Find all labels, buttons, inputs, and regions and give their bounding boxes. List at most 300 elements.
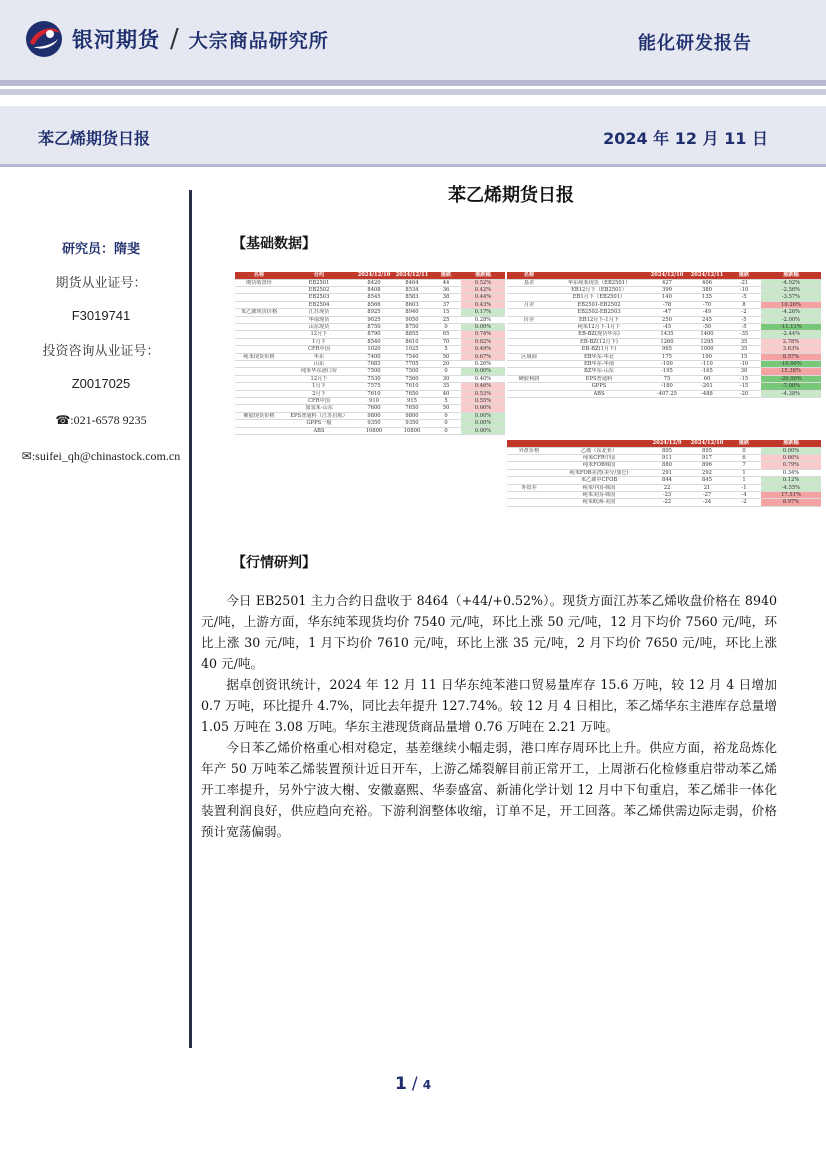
page-separator: / — [411, 1074, 418, 1094]
table-cell: EB-BZ(12月下) — [551, 338, 647, 345]
table-cell — [507, 390, 551, 397]
table-cell — [507, 469, 551, 476]
table-cell — [235, 398, 283, 405]
table-header-cell: 2024/12/9 — [647, 440, 687, 447]
table-cell: 8545 — [355, 294, 393, 301]
table-cell: -24 — [687, 499, 727, 506]
table-cell: 8.57% — [761, 353, 821, 360]
table-cell: 8540 — [355, 338, 393, 345]
table-cell — [235, 427, 283, 434]
table-header-cell: 涨跌 — [431, 272, 461, 279]
table-cell — [235, 323, 283, 330]
table-cell: -488 — [687, 390, 727, 397]
table-row — [235, 375, 505, 382]
table-row — [507, 484, 821, 491]
analysis-text — [201, 590, 777, 842]
table-cell — [235, 360, 283, 367]
table-cell: EB2501 — [283, 279, 355, 286]
table-cell: 7650 — [393, 390, 431, 397]
table-cell: 10800 — [393, 427, 431, 434]
spread-table — [507, 272, 821, 398]
table-cell: 7 — [727, 462, 761, 469]
table-cell: 190 — [687, 353, 727, 360]
table-cell: 0.74% — [461, 331, 505, 338]
advisory-label: 投资咨询从业证号： — [42, 344, 160, 359]
table-cell — [507, 491, 551, 498]
table-cell: -100 — [647, 360, 687, 367]
table-cell: -10.00% — [761, 360, 821, 367]
table-cell: -110 — [687, 360, 727, 367]
table-cell: 0.40% — [461, 375, 505, 382]
table-cell: 2月下 — [283, 390, 355, 397]
title-underline — [0, 164, 826, 167]
table-cell: 纯苯华东港口价 — [283, 368, 355, 375]
table-cell: -5 — [727, 316, 761, 323]
table-cell: 外盘价格 — [507, 447, 551, 454]
table-cell: EB华东-华北 — [551, 353, 647, 360]
table-cell: 华南现货 — [283, 316, 355, 323]
table-cell: 1000 — [687, 346, 727, 353]
table-row — [507, 316, 821, 323]
table-row — [235, 331, 505, 338]
table-cell: -11.11% — [761, 323, 821, 330]
table-cell: -45 — [647, 323, 687, 330]
license-number: F3019741 — [71, 308, 131, 323]
table-header-cell: 合约 — [283, 272, 355, 279]
phone-number: ☎:021-6578 9235 — [55, 413, 147, 427]
table-cell: 0 — [431, 412, 461, 419]
table-cell: 7560 — [393, 375, 431, 382]
table-cell: -2.56% — [761, 286, 821, 293]
table-cell: 8408 — [355, 286, 393, 293]
table-cell: 35 — [431, 383, 461, 390]
table-cell: 917 — [687, 454, 727, 461]
table-cell: 1020 — [355, 346, 393, 353]
report-type: 能化研发报告 — [638, 33, 752, 54]
table-cell: 50 — [431, 353, 461, 360]
table-row — [235, 360, 505, 367]
table-cell: 8583 — [393, 294, 431, 301]
table-cell: 0 — [431, 323, 461, 330]
table-cell: 7650 — [393, 405, 431, 412]
table-cell: 价差 — [507, 316, 551, 323]
table-cell: -165 — [687, 368, 727, 375]
futures-spot-table — [235, 272, 505, 435]
researcher-name: 研究员：隋斐 — [61, 242, 140, 257]
table-cell: 硬胶现货价格 — [235, 412, 283, 419]
report-title: 苯乙烯期货日报 — [38, 129, 151, 148]
table-cell: 期货收盘价 — [235, 279, 283, 286]
table-cell: -15 — [727, 383, 761, 390]
table-row — [507, 491, 821, 498]
table-row — [507, 353, 821, 360]
table-row — [235, 390, 505, 397]
table-cell: -20 — [727, 390, 761, 397]
table-cell: -2.00% — [761, 316, 821, 323]
brand-name: 银河期货 — [72, 28, 160, 52]
table-row — [235, 353, 505, 360]
table-cell: 911 — [647, 454, 687, 461]
table-cell — [507, 309, 551, 316]
table-cell: 406 — [687, 279, 727, 286]
table-cell — [235, 301, 283, 308]
table-cell: 纯苯欧洲-美国 — [551, 499, 647, 506]
table-cell: 8940 — [393, 309, 431, 316]
table-cell — [507, 462, 551, 469]
table-header-cell — [551, 440, 647, 447]
table-cell: 0 — [431, 427, 461, 434]
table-cell: ABS — [283, 427, 355, 434]
table-cell — [235, 331, 283, 338]
table-cell: 0.26% — [461, 360, 505, 367]
table-row — [507, 499, 821, 506]
table-cell: 纯苯FOB韩国 — [551, 462, 647, 469]
table-cell: 0.00% — [461, 368, 505, 375]
table-cell: -22 — [647, 499, 687, 506]
table-cell: -27 — [687, 491, 727, 498]
table-row — [235, 420, 505, 427]
table-cell: 250 — [647, 316, 687, 323]
main-title: 苯乙烯期货日报 — [448, 185, 574, 206]
table-cell — [235, 338, 283, 345]
table-cell: 加氢苯-山东 — [283, 405, 355, 412]
table-cell: -3.57% — [761, 294, 821, 301]
table-row — [507, 323, 821, 330]
table-cell: 8610 — [393, 338, 431, 345]
table-header-cell: 2024/12/11 — [687, 272, 727, 279]
table-row — [235, 294, 505, 301]
table-cell: 12月下 — [283, 331, 355, 338]
table-cell: 8420 — [355, 279, 393, 286]
table-cell: 380 — [687, 286, 727, 293]
license-label: 期货从业证号： — [55, 276, 147, 291]
table-cell: 40 — [431, 390, 461, 397]
table-cell — [507, 331, 551, 338]
table-cell — [507, 294, 551, 301]
table-header-cell: 涨跌 — [727, 272, 761, 279]
table-cell: 0.53% — [461, 390, 505, 397]
table-cell: EPS普通料 — [551, 375, 647, 382]
table-cell: 70 — [431, 338, 461, 345]
table-cell: EB2504 — [283, 301, 355, 308]
table-cell: 9800 — [355, 412, 393, 419]
table-cell: 纯苯中国-韩国 — [551, 484, 647, 491]
page-current: 1 — [394, 1074, 407, 1094]
table-row — [507, 360, 821, 367]
table-row — [235, 323, 505, 330]
table-cell — [507, 499, 551, 506]
table-cell — [235, 375, 283, 382]
table-cell: 8603 — [393, 301, 431, 308]
table-cell: 36 — [431, 286, 461, 293]
table-cell: 华东 — [283, 353, 355, 360]
table-cell: 8855 — [393, 331, 431, 338]
table-header-cell — [551, 272, 647, 279]
table-cell: 纯苯CFR中国 — [551, 454, 647, 461]
table-cell: 苯乙烯中CFOB — [551, 477, 647, 484]
table-cell: 7600 — [355, 405, 393, 412]
table-cell: 7400 — [355, 353, 393, 360]
overseas-table — [507, 440, 821, 507]
table-cell: 纯苯12月下-1月下 — [551, 323, 647, 330]
table-row — [507, 279, 821, 286]
table-cell: 7685 — [355, 360, 393, 367]
table-cell: -15 — [727, 375, 761, 382]
table-row — [507, 338, 821, 345]
paragraph: 据卓创资讯统计，2024 年 12 月 11 日华东纯苯港口贸易量库存 15.6 万吨，较 12 月 4 日增加 0.7 万吨，环比提升 4.7%，同比去年提升 127.74%。较 12 月 4 日相比，苯乙烯华东主港库存总量增 1.05 万吨在 3.08 万吨。华东主港现货商品量增 0.76 万吨在 2.21 万吨。 — [201, 677, 777, 734]
table-cell: -180 — [647, 383, 687, 390]
table-cell: 7530 — [355, 375, 393, 382]
table-cell — [507, 454, 551, 461]
table-cell: 0.46% — [461, 383, 505, 390]
table-cell: 1 — [727, 469, 761, 476]
table-row — [507, 462, 821, 469]
table-cell: 9050 — [393, 316, 431, 323]
table-cell: 37 — [431, 301, 461, 308]
table-cell: 844 — [647, 477, 687, 484]
table-cell: EB2502-EB2503 — [551, 309, 647, 316]
table-cell: -5 — [727, 294, 761, 301]
table-cell: 7610 — [355, 390, 393, 397]
table-cell: 427 — [647, 279, 687, 286]
table-cell: -10 — [727, 286, 761, 293]
table-cell: 17.51% — [761, 491, 821, 498]
report-date: 2024 年 12 月 11 日 — [603, 129, 768, 148]
table-cell: 30 — [727, 368, 761, 375]
table-cell: EB1月下（EB2501） — [551, 294, 647, 301]
table-cell: -49 — [687, 309, 727, 316]
table-cell: 140 — [647, 294, 687, 301]
table-header-cell: 2024/12/11 — [393, 272, 431, 279]
table-header-cell: 涨跌幅 — [461, 272, 505, 279]
table-cell: 15.38% — [761, 368, 821, 375]
table-cell: 10800 — [355, 427, 393, 434]
table-cell: -4.55% — [761, 484, 821, 491]
institute-name: 大宗商品研究所 — [188, 29, 329, 52]
table-cell: 1295 — [687, 338, 727, 345]
table-cell: 江苏现货 — [283, 309, 355, 316]
table-cell: 0 — [431, 368, 461, 375]
table-cell: EPS普通料（江苏启航） — [283, 412, 355, 419]
table-header-cell: 名称 — [507, 272, 551, 279]
table-cell — [235, 346, 283, 353]
table-cell: 8750 — [355, 323, 393, 330]
table-cell: 2.78% — [761, 338, 821, 345]
table-cell: EB2502 — [283, 286, 355, 293]
table-cell: 30 — [431, 375, 461, 382]
table-cell: 硬胶利润 — [507, 375, 551, 382]
table-cell: 15 — [727, 353, 761, 360]
table-cell: CFR中国 — [283, 346, 355, 353]
table-cell: 845 — [687, 477, 727, 484]
table-cell: -1 — [727, 484, 761, 491]
table-cell — [235, 420, 283, 427]
table-cell: 44 — [431, 279, 461, 286]
table-cell: GPPS一般 — [283, 420, 355, 427]
table-cell — [235, 383, 283, 390]
table-cell: 0.34% — [761, 469, 821, 476]
table-cell: 1435 — [647, 331, 687, 338]
table-cell — [235, 390, 283, 397]
galaxy-logo-icon — [22, 17, 66, 61]
table-row — [235, 346, 505, 353]
table-cell: 8 — [727, 301, 761, 308]
table-cell: 0 — [727, 447, 761, 454]
table-row — [507, 390, 821, 397]
table-cell: 8534 — [393, 286, 431, 293]
table-cell: 8750 — [393, 323, 431, 330]
table-row — [235, 316, 505, 323]
table-cell: -407.25 — [647, 390, 687, 397]
table-cell: 9800 — [393, 412, 431, 419]
table-cell: 0.66% — [761, 454, 821, 461]
table-cell: 1月下 — [283, 338, 355, 345]
sidebar-divider — [189, 190, 192, 1048]
table-header-cell: 涨跌幅 — [761, 440, 821, 447]
table-cell: -10 — [727, 360, 761, 367]
table-cell: 9350 — [355, 420, 393, 427]
table-cell: -2 — [727, 499, 761, 506]
table-row — [507, 477, 821, 484]
table-row — [235, 398, 505, 405]
advisory-number: Z0017025 — [71, 376, 131, 391]
table-header-cell: 名称 — [235, 272, 283, 279]
table-cell — [507, 477, 551, 484]
table-header-cell: 涨跌 — [727, 440, 761, 447]
table-cell: 1260 — [647, 338, 687, 345]
report-header — [0, 0, 826, 80]
table-cell: 山东现货 — [283, 323, 355, 330]
table-cell: 20 — [431, 360, 461, 367]
table-cell: 0.66% — [461, 405, 505, 412]
table-row — [507, 375, 821, 382]
table-cell: -5 — [727, 323, 761, 330]
table-cell: 5 — [431, 346, 461, 353]
table-cell: 0.44% — [461, 294, 505, 301]
table-cell: 0.12% — [761, 477, 821, 484]
table-cell: 0.52% — [461, 279, 505, 286]
table-cell — [507, 323, 551, 330]
table-row — [507, 454, 821, 461]
table-cell: 880 — [647, 462, 687, 469]
table-cell: -7.00% — [761, 383, 821, 390]
table-header-cell: 2024/12/10 — [355, 272, 393, 279]
table-cell — [235, 286, 283, 293]
table-cell: EB-BZ(1月下) — [551, 346, 647, 353]
table-cell: 75 — [647, 375, 687, 382]
table-cell: EB-BZ(现货华东) — [551, 331, 647, 338]
email-address[interactable]: ✉:suifei_qh@chinastock.com.cn — [21, 449, 181, 463]
table-cell: -20.00% — [761, 375, 821, 382]
header-stripe-lower — [0, 89, 826, 95]
author-sidebar — [18, 240, 184, 466]
table-cell: 915 — [393, 398, 431, 405]
table-cell: 22 — [647, 484, 687, 491]
table-row — [235, 309, 505, 316]
table-cell: 1月下 — [283, 383, 355, 390]
table-cell: 0.00% — [761, 447, 821, 454]
table-row — [235, 427, 505, 434]
table-row — [507, 286, 821, 293]
table-cell: 0.49% — [461, 346, 505, 353]
table-cell: 0.00% — [461, 427, 505, 434]
table-cell: 7705 — [393, 360, 431, 367]
table-cell: 华东纯苯现货（EB2501） — [551, 279, 647, 286]
table-cell: BZ华东-山东 — [551, 368, 647, 375]
table-cell: 0.00% — [461, 412, 505, 419]
table-cell — [235, 368, 283, 375]
table-cell: 0.00% — [461, 420, 505, 427]
table-cell: 0.00% — [461, 323, 505, 330]
paragraph: 今日苯乙烯价格重心相对稳定，基差继续小幅走弱，港口库存周环比上升。供应方面，裕龙岛炼化年产 50 万吨苯乙烯装置预计近日开车，上游乙烯裂解目前正常开工，上周浙石化检修重启带动苯乙烯开工率提升，另外宁波大榭、安徽嘉熙、华泰盛富、新浦化学计划 12 月中下旬重启，苯乙烯非一体化装置利润良好，供应趋向充裕。下游利润整体收缩，订单不足，开工回落。苯乙烯供需边际走弱，价格预计宽荡偏弱。 — [201, 740, 777, 839]
page-total: 4 — [422, 1078, 432, 1092]
table-cell: -70 — [687, 301, 727, 308]
table-row — [235, 301, 505, 308]
table-cell: -4.26% — [761, 309, 821, 316]
table-row — [507, 346, 821, 353]
paragraph: 今日 EB2501 主力合约日盘收于 8464（+44/+0.52%）。现货方面江苏苯乙烯收盘价格在 8940 元/吨，上游方面，华东纯苯现货均价 7540 元/吨，环比上涨 50 元/吨，12 月下均价 7560 元/吨，环比上涨 30 元/吨，1 月下均价 7610 元/吨，环比上涨 35 元/吨，2 月下均价 7650 元/吨，环比上涨 40 元/吨。 — [201, 593, 777, 671]
table-cell — [507, 368, 551, 375]
table-cell — [507, 346, 551, 353]
section-analysis: 【行情研判】 — [232, 555, 316, 571]
table-cell: 苯乙烯现货价格 — [235, 309, 283, 316]
table-cell: 区域间 — [507, 353, 551, 360]
table-row — [507, 309, 821, 316]
table-cell: 38 — [431, 294, 461, 301]
table-cell: 21 — [687, 484, 727, 491]
page-number — [0, 1074, 826, 1094]
table-cell — [235, 294, 283, 301]
table-cell: 0.42% — [461, 286, 505, 293]
table-cell: 9350 — [393, 420, 431, 427]
table-cell: 390 — [647, 286, 687, 293]
table-cell: 乙烯（东北亚） — [551, 447, 647, 454]
table-cell: 175 — [647, 353, 687, 360]
table-row — [235, 279, 505, 286]
table-cell: 35 — [727, 346, 761, 353]
table-cell: 0 — [431, 420, 461, 427]
table-row — [507, 301, 821, 308]
table-cell: 3.63% — [761, 346, 821, 353]
table-cell: 5 — [431, 398, 461, 405]
table-cell: 基差 — [507, 279, 551, 286]
table-row — [235, 412, 505, 419]
table-cell: 8925 — [355, 309, 393, 316]
table-cell: 7500 — [355, 368, 393, 375]
table-cell: 7540 — [393, 353, 431, 360]
table-cell: 1 — [727, 477, 761, 484]
basic-data-tables — [235, 272, 821, 519]
table-cell: EB12月下（EB2501） — [551, 286, 647, 293]
table-row — [507, 294, 821, 301]
table-cell: 纯苯现货价格 — [235, 353, 283, 360]
table-cell: EB12月下-1月下 — [551, 316, 647, 323]
table-cell: 895 — [647, 447, 687, 454]
table-header-cell — [507, 440, 551, 447]
table-cell: 0.55% — [461, 398, 505, 405]
table-cell: -35 — [727, 331, 761, 338]
table-row — [507, 469, 821, 476]
table-cell: -47 — [647, 309, 687, 316]
table-cell: 纯苯美国-韩国 — [551, 491, 647, 498]
title-bar — [0, 106, 826, 164]
table-cell — [507, 286, 551, 293]
table-cell: 山东 — [283, 360, 355, 367]
table-cell — [235, 405, 283, 412]
table-cell: 135 — [687, 294, 727, 301]
table-cell: 8.97% — [761, 499, 821, 506]
table-cell: 7500 — [393, 368, 431, 375]
